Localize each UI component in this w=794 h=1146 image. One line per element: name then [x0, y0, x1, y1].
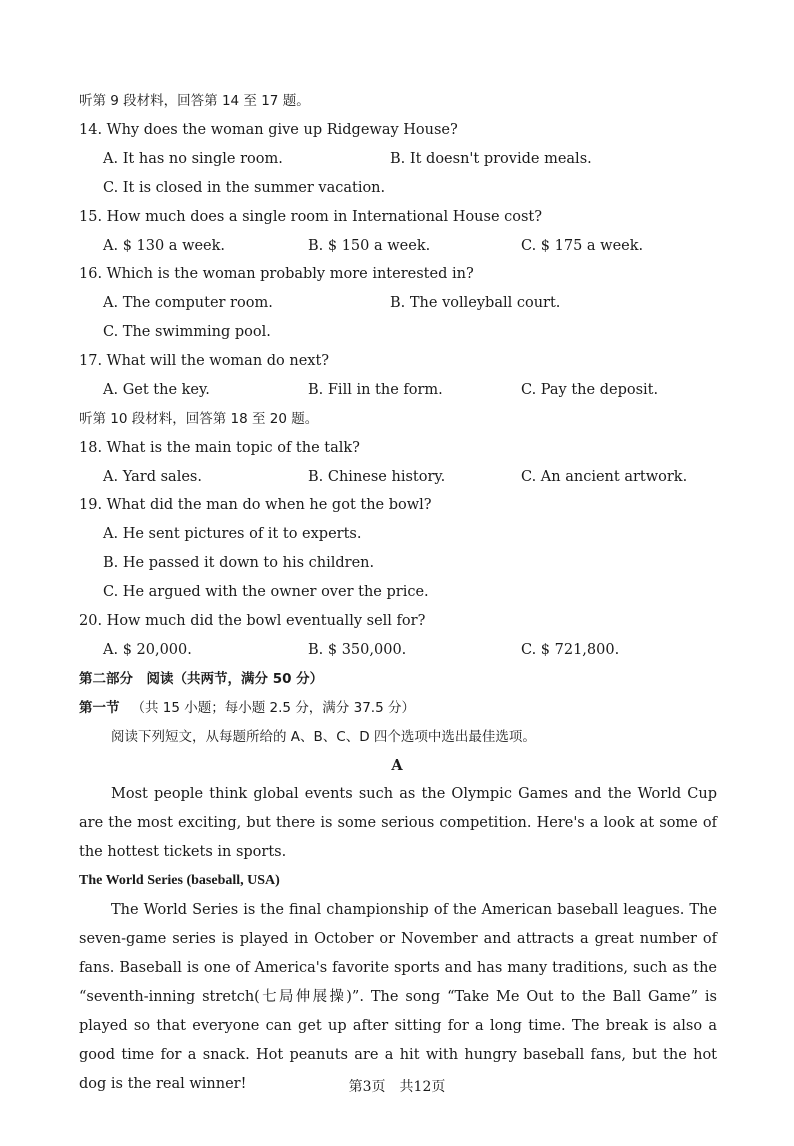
question-19-option-b: B. He passed it down to his children. [103, 555, 375, 571]
question-20-option-a: A. $ 20,000. [103, 642, 192, 658]
passage-intro [79, 780, 717, 867]
reading-section-note: （共 15 小题；每小题 2.5 分，满分 37.5 分） [131, 700, 415, 716]
question-18-stem: 18. What is the main topic of the talk? [79, 440, 360, 456]
passage-body [79, 896, 717, 1099]
question-15-option-a: A. $ 130 a week. [103, 238, 226, 254]
question-16-option-c: C. The swimming pool. [103, 324, 271, 340]
question-14-option-c: C. It is closed in the summer vacation. [103, 180, 386, 196]
question-16-stem: 16. Which is the woman probably more interested in? [79, 266, 474, 282]
page-footer: 第3页 共12页 [348, 1079, 446, 1095]
question-20-option-c: C. $ 721,800. [521, 642, 620, 658]
passage-body-text: The World Series is the final championship of the American baseball leagues. The seven-game series is played in October or November and attracts a great number of fans. Baseball is one of America's favorite sports and has many traditions, such as the “seventh-inning stretch(七局伸展操)”. The song “Take Me Out to the Ball Game” is played so that everyone can get up after sitting for a long time. The break is also a good time for a snack. Hot peanuts are a hit with hungry baseball fans, but the hot dog is the real winner! [79, 902, 717, 1092]
reading-section-line [79, 698, 415, 718]
question-18-option-b: B. Chinese history. [308, 469, 446, 485]
reading-part-title: 第二部分 阅读（共两节，满分 50 分） [79, 671, 324, 687]
passage-subheading: The World Series (baseball, USA) [79, 873, 280, 888]
passage-intro-text: Most people think global events such as the Olympic Games and the World Cup are the most exciting, but there is some serious competition. Here's a look at some of the hottest tickets in sports. [79, 786, 717, 860]
question-15-option-b: B. $ 150 a week. [308, 238, 431, 254]
section9-header: 听第 9 段材料，回答第 14 至 17 题。 [79, 93, 310, 109]
passage-label: A [391, 757, 403, 774]
question-16-option-b: B. The volleyball court. [390, 295, 561, 311]
reading-section-title: 第一节 [79, 700, 120, 716]
question-14-option-a: A. It has no single room. [103, 151, 283, 167]
question-14-option-b: B. It doesn't provide meals. [390, 151, 592, 167]
section10-header: 听第 10 段材料，回答第 18 至 20 题。 [79, 411, 319, 427]
question-18-option-a: A. Yard sales. [103, 469, 202, 485]
question-19-option-a: A. He sent pictures of it to experts. [103, 526, 362, 542]
reading-instruction: 阅读下列短文，从每题所给的 A、B、C、D 四个选项中选出最佳选项。 [111, 729, 536, 745]
question-14-stem: 14. Why does the woman give up Ridgeway House? [79, 122, 458, 138]
question-17-option-a: A. Get the key. [103, 382, 210, 398]
question-16-option-a: A. The computer room. [103, 295, 273, 311]
question-20-stem: 20. How much did the bowl eventually sell for? [79, 613, 426, 629]
question-19-stem: 19. What did the man do when he got the bowl? [79, 497, 432, 513]
question-17-stem: 17. What will the woman do next? [79, 353, 330, 369]
question-18-option-c: C. An ancient artwork. [521, 469, 688, 485]
question-20-option-b: B. $ 350,000. [308, 642, 407, 658]
question-17-option-c: C. Pay the deposit. [521, 382, 659, 398]
question-15-stem: 15. How much does a single room in International House cost? [79, 209, 543, 225]
question-15-option-c: C. $ 175 a week. [521, 238, 644, 254]
question-19-option-c: C. He argued with the owner over the price. [103, 584, 429, 600]
question-17-option-b: B. Fill in the form. [308, 382, 443, 398]
